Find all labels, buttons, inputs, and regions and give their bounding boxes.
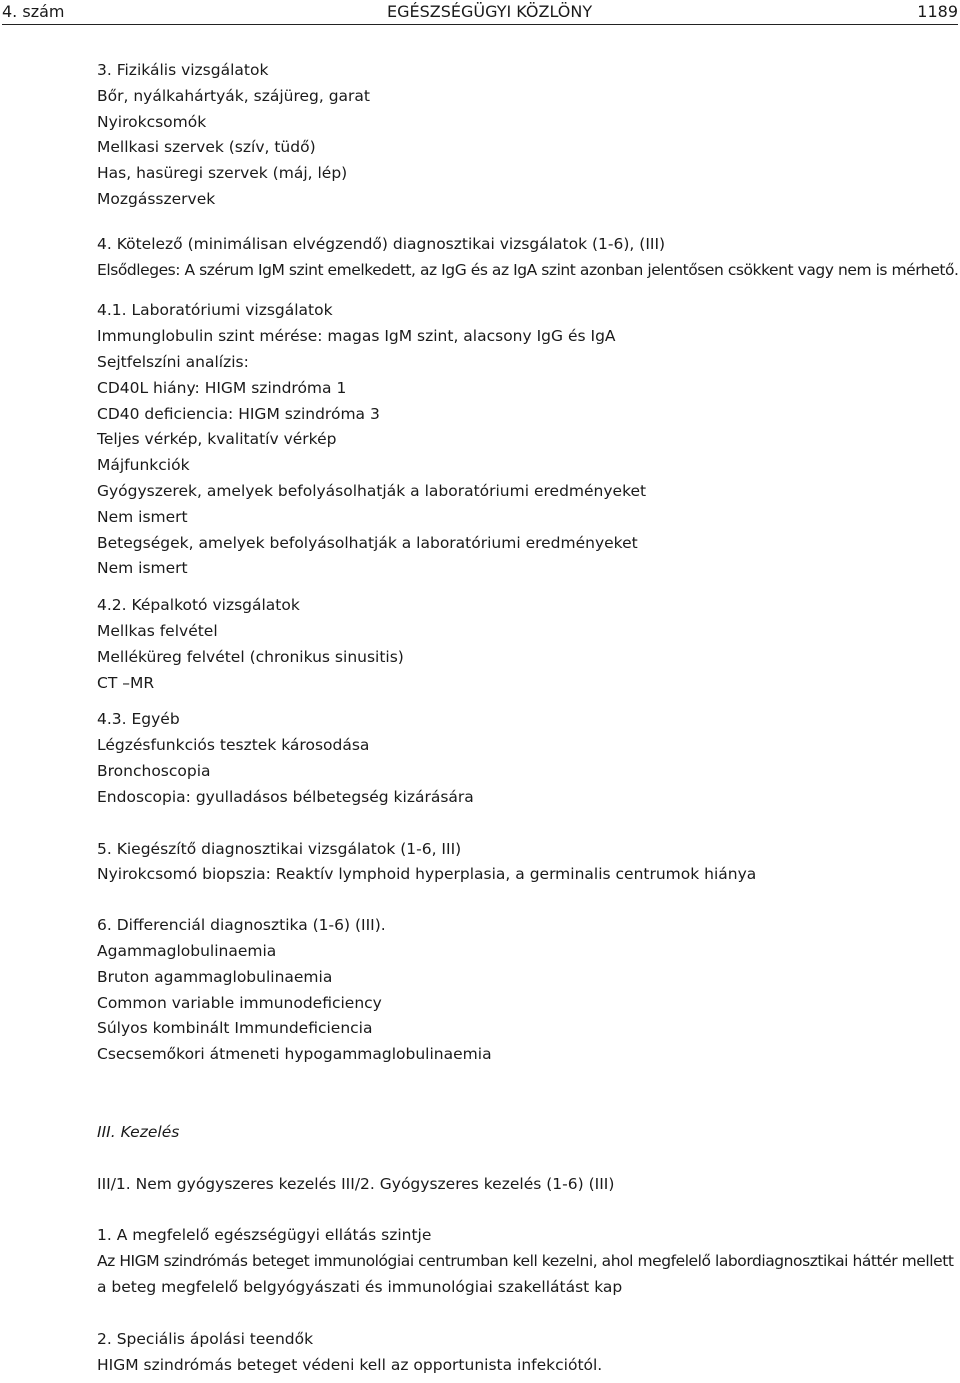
list-item: Sejtfelszíni analízis:: [97, 352, 249, 371]
list-item: Mozgásszervek: [97, 189, 216, 208]
journal-title: EGÉSZSÉGÜGYI KÖZLÖNY: [387, 2, 593, 21]
list-item: Bruton agammaglobulinaemia: [97, 967, 333, 986]
list-item: Betegségek, amelyek befolyásolhatják a laboratóriumi eredményeket: [97, 533, 638, 552]
document-body: [97, 58, 960, 1378]
list-item: Bronchoscopia: [97, 761, 211, 780]
issue-number: 4. szám: [2, 2, 65, 21]
list-item: Májfunkciók: [97, 456, 190, 475]
section-lab-tests: [97, 298, 960, 582]
list-item: Teljes vérkép, kvalitatív vérkép: [97, 430, 337, 449]
list-item: Melléküreg felvétel (chronikus sinusitis): [97, 647, 404, 666]
section-other: [97, 707, 960, 810]
list-item: CT –MR: [97, 673, 155, 692]
section-title: 4.1. Laboratóriumi vizsgálatok: [97, 301, 333, 320]
list-item: CD40 deficiencia: HIGM szindróma 3: [97, 404, 380, 423]
section-physical-exams: [97, 58, 960, 213]
paragraph: Nyirokcsomó biopszia: Reaktív lymphoid hyperplasia, a germinalis centrumok hiánya: [97, 865, 757, 884]
list-item: Has, hasüregi szervek (máj, lép): [97, 164, 348, 183]
part-title: III. Kezelés: [97, 1122, 180, 1141]
paragraph: HIGM szindrómás beteget védeni kell az opportunista infekciótól.: [97, 1355, 603, 1374]
list-item: Agammaglobulinaemia: [97, 941, 277, 960]
section-mandatory-diagnostics: [97, 232, 960, 284]
list-item: Immunglobulin szint mérése: magas IgM szint, alacsony IgG és IgA: [97, 327, 616, 346]
list-item: Nem ismert: [97, 507, 188, 526]
list-item: Nyirokcsomók: [97, 112, 207, 131]
list-item: Súlyos kombinált Immundeficiencia: [97, 1019, 373, 1038]
primary-finding: Elsődleges: A szérum IgM szint emelkedett, az IgG és az IgA szint azonban jelentősen csökkent vagy nem is mérhető.: [97, 260, 959, 279]
list-item: Bőr, nyálkahártyák, szájüreg, garat: [97, 86, 371, 105]
section-title: 1. A megfelelő egészségügyi ellátás szintje: [97, 1226, 432, 1245]
paragraph: a beteg megfelelő belgyógyászati és immunológiai szakellátást kap: [97, 1278, 623, 1297]
section-imaging: [97, 593, 960, 696]
list-item: CD40L hiány: HIGM szindróma 1: [97, 378, 347, 397]
page-header: [2, 2, 958, 25]
section-title: 3. Fizikális vizsgálatok: [97, 61, 269, 79]
section-title: 6. Differenciál diagnosztika (1-6) (III).: [97, 916, 386, 935]
list-item: Gyógyszerek, amelyek befolyásolhatják a laboratóriumi eredményeket: [97, 481, 647, 500]
section-title: 4. Kötelező (minimálisan elvégzendő) diagnosztikai vizsgálatok (1-6), (III): [97, 234, 666, 253]
list-item: Mellkas felvétel: [97, 621, 218, 640]
section-title: 4.3. Egyéb: [97, 710, 180, 729]
list-item: Nem ismert: [97, 559, 188, 578]
part-treatment: [97, 1120, 960, 1379]
list-item: Légzésfunkciós tesztek károsodása: [97, 736, 370, 755]
paragraph: III/1. Nem gyógyszeres kezelés III/2. Gyógyszeres kezelés (1-6) (III): [97, 1174, 615, 1193]
section-title: 4.2. Képalkotó vizsgálatok: [97, 596, 300, 615]
page-number: 1189: [917, 2, 958, 21]
list-item: Endoscopia: gyulladásos bélbetegség kizárására: [97, 787, 474, 806]
paragraph: Az HIGM szindrómás beteget immunológiai centrumban kell kezelni, ahol megfelelő labordiagnosztikai háttér mellett: [97, 1252, 954, 1271]
list-item: Mellkasi szervek (szív, tüdő): [97, 138, 316, 157]
section-title: 2. Speciális ápolási teendők: [97, 1329, 314, 1348]
section-differential-diagnosis: [97, 913, 960, 1068]
list-item: Csecsemőkori átmeneti hypogammaglobulinaemia: [97, 1045, 492, 1064]
section-supplementary-diagnostics: [97, 837, 960, 889]
section-title: 5. Kiegészítő diagnosztikai vizsgálatok (1-6, III): [97, 839, 462, 858]
list-item: Common variable immunodeficiency: [97, 993, 382, 1012]
